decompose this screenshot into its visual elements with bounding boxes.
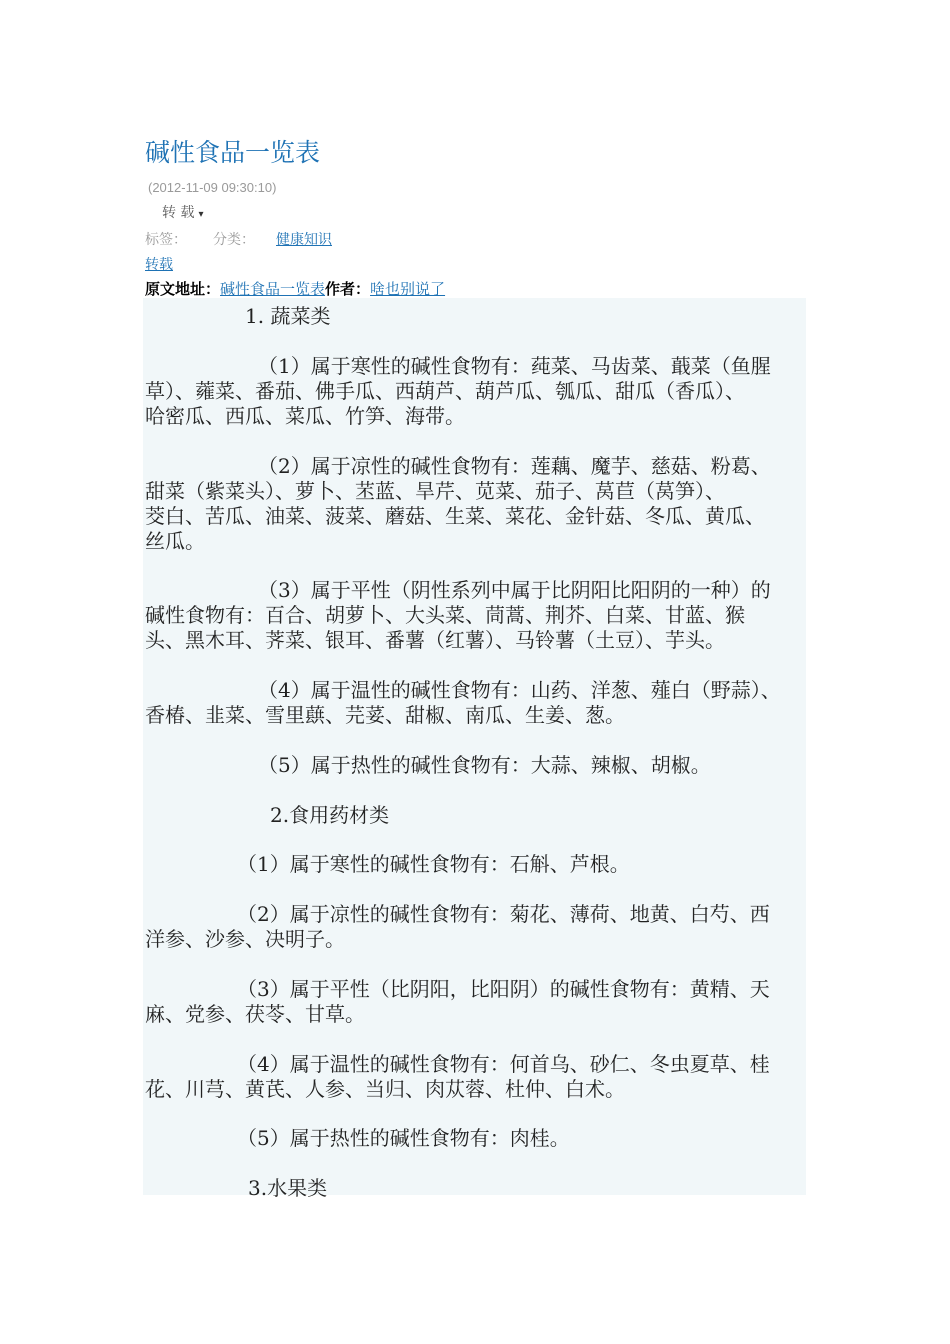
section-heading-herbs: 2.食用药材类 — [270, 803, 390, 827]
content-line: 头、黑木耳、荠菜、银耳、番薯（红薯）、马铃薯（土豆）、芋头。 — [145, 628, 725, 652]
content-line: 香椿、韭菜、雪里蕻、芫荽、甜椒、南瓜、生姜、葱。 — [145, 703, 625, 727]
chevron-down-icon: ▾ — [198, 209, 204, 220]
article-title: 碱性食品一览表 — [145, 138, 321, 167]
content-line: （4）属于温性的碱性食物有：山药、洋葱、薤白（野蒜）、 — [258, 678, 781, 702]
content-line: （4）属于温性的碱性食物有：何首乌、砂仁、冬虫夏草、桂 — [237, 1052, 770, 1076]
article-date: (2012-11-09 09:30:10) — [148, 180, 277, 195]
author-label: 作者： — [325, 280, 371, 298]
content-line: （5）属于热性的碱性食物有：肉桂。 — [237, 1126, 570, 1150]
content-line: 草）、蕹菜、番茄、佛手瓜、西葫芦、葫芦瓜、瓠瓜、甜瓜（香瓜）、 — [145, 379, 745, 403]
tags-label: 标签： — [145, 232, 187, 248]
content-line: 哈密瓜、西瓜、菜瓜、竹笋、海带。 — [145, 404, 465, 428]
source-link[interactable]: 碱性食品一览表 — [220, 280, 326, 298]
content-line: 碱性食物有：百合、胡萝卜、大头菜、茼蒿、荆芥、白菜、甘蓝、猴 — [145, 603, 745, 627]
content-line: （2）属于凉性的碱性食物有：菊花、薄荷、地黄、白芍、西 — [237, 902, 770, 926]
content-line: 甜菜（紫菜头）、萝卜、苤蓝、旱芹、苋菜、茄子、莴苣（莴笋）、 — [145, 479, 725, 503]
content-line: （1）属于寒性的碱性食物有：石斛、芦根。 — [237, 852, 630, 876]
content-line: 花、川芎、黄芪、人参、当归、肉苁蓉、杜仲、白术。 — [145, 1077, 625, 1101]
repost-link[interactable]: 转载 — [145, 257, 173, 273]
repost-button-label: 转 载 — [162, 205, 195, 221]
content-line: （2）属于凉性的碱性食物有：莲藕、魔芋、慈菇、粉葛、 — [258, 454, 771, 478]
author-link[interactable]: 啥也别说了 — [370, 280, 446, 298]
category-link[interactable]: 健康知识 — [276, 232, 332, 248]
category-label: 分类： — [213, 232, 255, 248]
section-heading-vegetables: 1. 蔬菜类 — [245, 304, 331, 328]
section-heading-fruits: 3.水果类 — [248, 1176, 328, 1200]
content-line: （3）属于平性（比阴阳，比阳阴）的碱性食物有：黄精、天 — [237, 977, 770, 1001]
content-line: 麻、党参、茯苓、甘草。 — [145, 1002, 365, 1026]
repost-button[interactable] — [162, 202, 203, 222]
content-line: 茭白、苦瓜、油菜、菠菜、蘑菇、生菜、菜花、金针菇、冬瓜、黄瓜、 — [145, 504, 765, 528]
content-line: （1）属于寒性的碱性食物有：莼菜、马齿菜、蕺菜（鱼腥 — [258, 354, 771, 378]
content-line: （5）属于热性的碱性食物有：大蒜、辣椒、胡椒。 — [258, 753, 711, 777]
source-label: 原文地址： — [145, 280, 221, 298]
content-line: 洋参、沙参、决明子。 — [145, 927, 345, 951]
content-line: （3）属于平性（阴性系列中属于比阴阳比阳阴的一种）的 — [258, 578, 771, 602]
content-line: 丝瓜。 — [145, 529, 205, 553]
source-row — [145, 278, 445, 299]
